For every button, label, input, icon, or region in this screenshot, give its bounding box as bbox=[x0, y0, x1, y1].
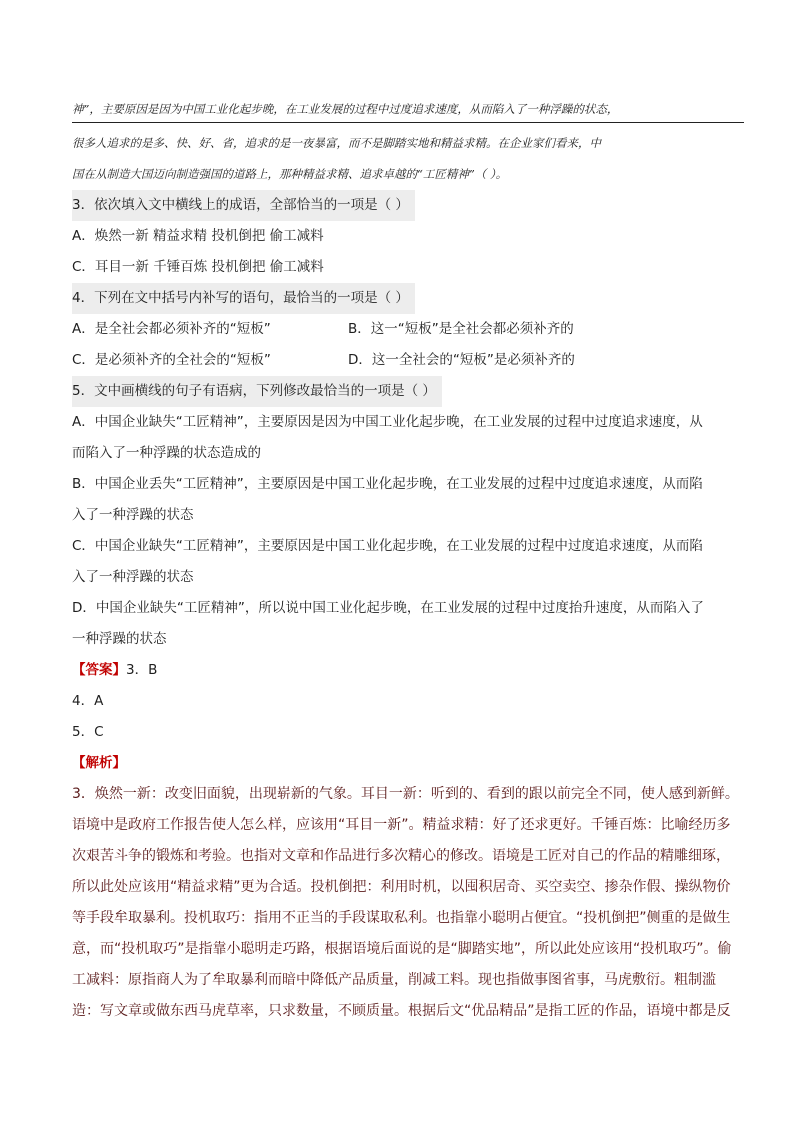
answer-line-1 bbox=[72, 655, 744, 686]
intro-line-3: 国在从制造大国迈向制造强国的道路上，那种精益求精、追求卓越的“工匠精神”（ ）。 bbox=[72, 167, 508, 181]
question-5-line-7: D．中国企业缺失“工匠精神”，所以说中国工业化起步晚，在工业发展的过程中过度抬升速度，从而陷入了 bbox=[72, 600, 704, 616]
question-5-line-3: B．中国企业丢失“工匠精神”，主要原因是中国工业化起步晚，在工业发展的过程中过度追求速度，从而陷 bbox=[72, 476, 703, 492]
question-4-option-d: D．这一全社会的“短板”是必须补齐的 bbox=[348, 352, 575, 368]
analysis-line-6: 意，而“投机取巧”是指靠小聪明走巧路，根据语境后面说的是“脚踏实地”，所以此处应该用“投机取巧”。偷 bbox=[72, 941, 732, 957]
analysis-line-8: 造：写文章或做东西马虎草率，只求数量，不顾质量。根据后文“优品精品”是指工匠的作品，语境中都是反 bbox=[72, 1003, 731, 1019]
question-3-option-a: A．焕然一新 精益求精 投机倒把 偷工减料 bbox=[72, 228, 324, 244]
question-5-line-6: 入了一种浮躁的状态 bbox=[72, 569, 194, 585]
answer-5: 5．C bbox=[72, 724, 104, 740]
intro-line-2: 很多人追求的是多、快、好、省，追求的是一夜暴富，而不是脚踏实地和精益求精。在企业家们看来，中 bbox=[72, 136, 601, 150]
analysis-line-5: 等手段牟取暴利。投机取巧：指用不正当的手段谋取私利。也指靠小聪明占便宜。“投机倒把”侧重的是做生 bbox=[72, 910, 731, 926]
question-4-row-1 bbox=[72, 314, 744, 345]
analysis-line-4: 所以此处应该用“精益求精”更为合适。投机倒把：利用时机，以囤积居奇、买空卖空、掺杂作假、操纵物价 bbox=[72, 879, 731, 895]
answer-3: 3．B bbox=[126, 662, 158, 678]
analysis-line-2: 语境中是政府工作报告使人怎么样，应该用“耳目一新”。精益求精：好了还求更好。千锤百炼：比喻经历多 bbox=[72, 817, 731, 833]
question-5-line-1: A．中国企业缺失“工匠精神”，主要原因是因为中国工业化起步晚，在工业发展的过程中过度追求速度，从 bbox=[72, 414, 703, 430]
question-3 bbox=[72, 190, 744, 221]
question-3-stem: 3．依次填入文中横线上的成语，全部恰当的一项是（ ） bbox=[72, 190, 415, 221]
intro-line-1: 神”，主要原因是因为中国工业化起步晚，在工业发展的过程中过度追求速度，从而陷入了一种浮躁的状态， bbox=[72, 96, 744, 123]
question-4-option-a: A．是全社会都必须补齐的“短板” bbox=[72, 321, 271, 337]
question-5-line-4: 入了一种浮躁的状态 bbox=[72, 507, 194, 523]
question-5-line-5: C．中国企业缺失“工匠精神”，主要原因是中国工业化起步晚，在工业发展的过程中过度追求速度，从而陷 bbox=[72, 538, 703, 554]
question-5 bbox=[72, 376, 744, 407]
question-4-stem: 4．下列在文中括号内补写的语句，最恰当的一项是（ ） bbox=[72, 283, 415, 314]
analysis-line-3: 次艰苦斗争的锻炼和考验。也指对文章和作品进行多次精心的修改。语境是工匠对自己的作品的精雕细琢， bbox=[72, 848, 730, 864]
document-content bbox=[72, 96, 744, 1027]
analysis-line-1: 3．焕然一新：改变旧面貌，出现崭新的气象。耳目一新：听到的、看到的跟以前完全不同，使人感到新鲜。 bbox=[72, 786, 739, 802]
question-4-option-c: C．是必须补齐的全社会的“短板” bbox=[72, 352, 271, 368]
analysis-label: 【解析】 bbox=[72, 755, 126, 771]
analysis-heading bbox=[72, 748, 744, 779]
answer-4: 4．A bbox=[72, 693, 104, 709]
answer-label: 【答案】 bbox=[72, 662, 126, 678]
question-4-row-2 bbox=[72, 345, 744, 376]
question-4-option-b: B．这一“短板”是全社会都必须补齐的 bbox=[348, 321, 574, 337]
question-4 bbox=[72, 283, 744, 314]
question-5-line-8: 一种浮躁的状态 bbox=[72, 631, 167, 647]
question-5-stem: 5．文中画横线的句子有语病，下列修改最恰当的一项是（ ） bbox=[72, 376, 442, 407]
analysis-line-7: 工减料：原指商人为了牟取暴利而暗中降低产品质量，削减工料。现也指做事图省事，马虎敷衍。粗制滥 bbox=[72, 972, 716, 988]
question-5-line-2: 而陷入了一种浮躁的状态造成的 bbox=[72, 445, 261, 461]
question-3-option-c: C．耳目一新 千锤百炼 投机倒把 偷工减料 bbox=[72, 259, 324, 275]
